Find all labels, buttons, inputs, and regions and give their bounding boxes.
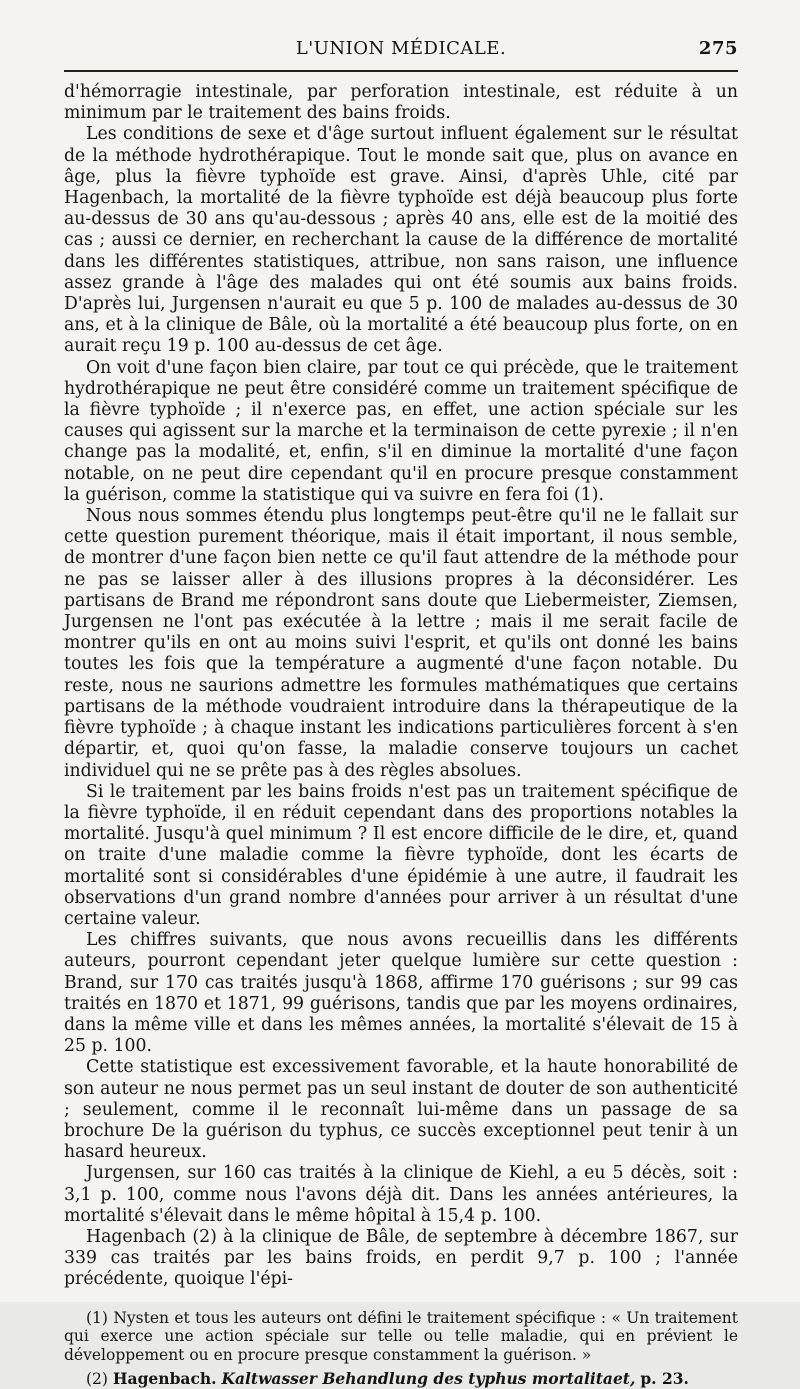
footnote-text: Nysten et tous les auteurs ont défini le traitement spécifique : « Un traitement qui exerce une action spéciale sur telle ou telle maladie, qui en prévient le développement ou en procure presque constamment la guérison. » xyxy=(64,1308,738,1364)
paragraph: Jurgensen, sur 160 cas traités à la clinique de Kiehl, a eu 5 décès, soit : 3,1 p. 100, comme nous l'avons déjà dit. Dans les années antérieures, la mortalité s'élevait dans le même hôpital à 15,4 p. 100. xyxy=(64,1163,738,1226)
footnote-author: Hagenbach. xyxy=(112,1369,217,1389)
paragraph: d'hémorragie intestinale, par perforation intestinale, est réduite à un minimum par le traitement des bains froids. xyxy=(64,82,738,124)
paragraph: Si le traitement par les bains froids n'est pas un traitement spécifique de la fièvre typhoïde, il en réduit cependant dans des proportions notables la mortalité. Jusqu'à quel minimum ? Il est encore difficile de le dire, et, quand on traite d'une maladie comme la fièvre typhoïde, dont les écarts de mortalité sont si considérables d'une épidémie à une autre, il faudrait les observations d'un grand nombre d'années pour arriver à un résultat d'une certaine valeur. xyxy=(64,781,738,929)
paragraph: Nous nous sommes étendu plus longtemps peut-être qu'il ne le fallait sur cette question purement théorique, mais il était important, il nous semble, de montrer d'une façon bien nette ce qu'il faut attendre de la méthode pour ne pas se laisser aller à des illusions propres à la déconsidérer. Les partisans de Brand me répondront sans doute que Liebermeister, Ziemsen, Jurgensen ne l'ont pas exécutée à la lettre ; mais il me serait facile de montrer qu'ils en ont au moins suivi l'esprit, et qu'ils ont donné les bains toutes les fois que la température a augmenté d'une façon notable. Du reste, nous ne saurions admettre les formules mathématiques que certains partisans de la méthode voudraient introduire dans la thérapeutique de la fièvre typhoïde ; à chaque instant les indications particulières forcent à s'en départir, et, quoi qu'on fasse, la maladie conserve toujours un cachet individuel qui ne se prête pas à des règles absolues. xyxy=(64,506,738,781)
running-head xyxy=(64,32,738,66)
footnote xyxy=(64,1309,738,1365)
footnote xyxy=(64,1370,738,1389)
page-number: 275 xyxy=(698,38,738,59)
footnote-page: p. 23. xyxy=(640,1369,689,1389)
paragraph: Hagenbach (2) à la clinique de Bâle, de septembre à décembre 1867, sur 339 cas traités par les bains froids, en perdit 9,7 p. 100 ; l'année précédente, quoique l'épi- xyxy=(64,1226,738,1290)
body-text xyxy=(64,82,738,1291)
paragraph: On voit d'une façon bien claire, par tout ce qui précède, que le traitement hydrothérapique ne peut être considéré comme un traitement spécifique de la fièvre typhoïde ; il n'exerce pas, en effet, une action spéciale sur les causes qui agissent sur la marche et la terminaison de cette pyrexie ; il n'en change pas la modalité, et, enfin, s'il en diminue la mortalité d'une façon notable, on ne peut dire cependant qu'il en procure presque constamment la guérison, comme la statistique qui va suivre en fera foi (1). xyxy=(64,357,738,505)
paragraph: Les conditions de sexe et d'âge surtout influent également sur le résultat de la méthode hydrothérapique. Tout le monde sait que, plus on avance en âge, plus la fièvre typhoïde est grave. Ainsi, d'après Uhle, cité par Hagenbach, la mortalité de la fièvre typhoïde est déjà beaucoup plus forte au-dessus de 30 ans qu'au-dessous ; après 40 ans, elle est de la moitié des cas ; aussi ce dernier, en recherchant la cause de la différence de mortalité dans les différentes statistiques, attribue, non sans raison, une influence assez grande à l'âge des malades qui ont été soumis aux bains froids. D'après lui, Jurgensen n'aurait eu que 5 p. 100 de malades au-dessus de 30 ans, et à la clinique de Bâle, où la mortalité a été beaucoup plus forte, on en aurait reçu 19 p. 100 au-dessus de cet âge. xyxy=(64,124,738,357)
footnote-marker: (1) xyxy=(86,1308,108,1327)
paragraph: Les chiffres suivants, que nous avons recueillis dans les différents auteurs, pourront cependant jeter quelque lumière sur cette question : Brand, sur 170 cas traités jusqu'à 1868, affirme 170 guérisons ; sur 99 cas traités en 1870 et 1871, 99 guérisons, tandis que par les moyens ordinaires, dans la même ville et dans les mêmes années, la mortalité s'élevait de 15 à 25 p. 100. xyxy=(64,930,738,1057)
footnotes xyxy=(64,1309,738,1389)
paragraph: Cette statistique est excessivement favorable, et la haute honorabilité de son auteur ne nous permet pas un seul instant de douter de son authenticité ; seulement, comme il le reconnaît lui-même dans un passage de sa brochure De la guérison du typhus, ce succès exceptionnel peut tenir à un hasard heureux. xyxy=(64,1057,738,1163)
header-rule xyxy=(64,70,738,72)
footnote-marker: (2) xyxy=(86,1370,108,1389)
running-title: L'UNION MÉDICALE. xyxy=(295,38,507,59)
footnote-title: Kaltwasser Behandlung des typhus mortalitaet, xyxy=(221,1369,636,1389)
